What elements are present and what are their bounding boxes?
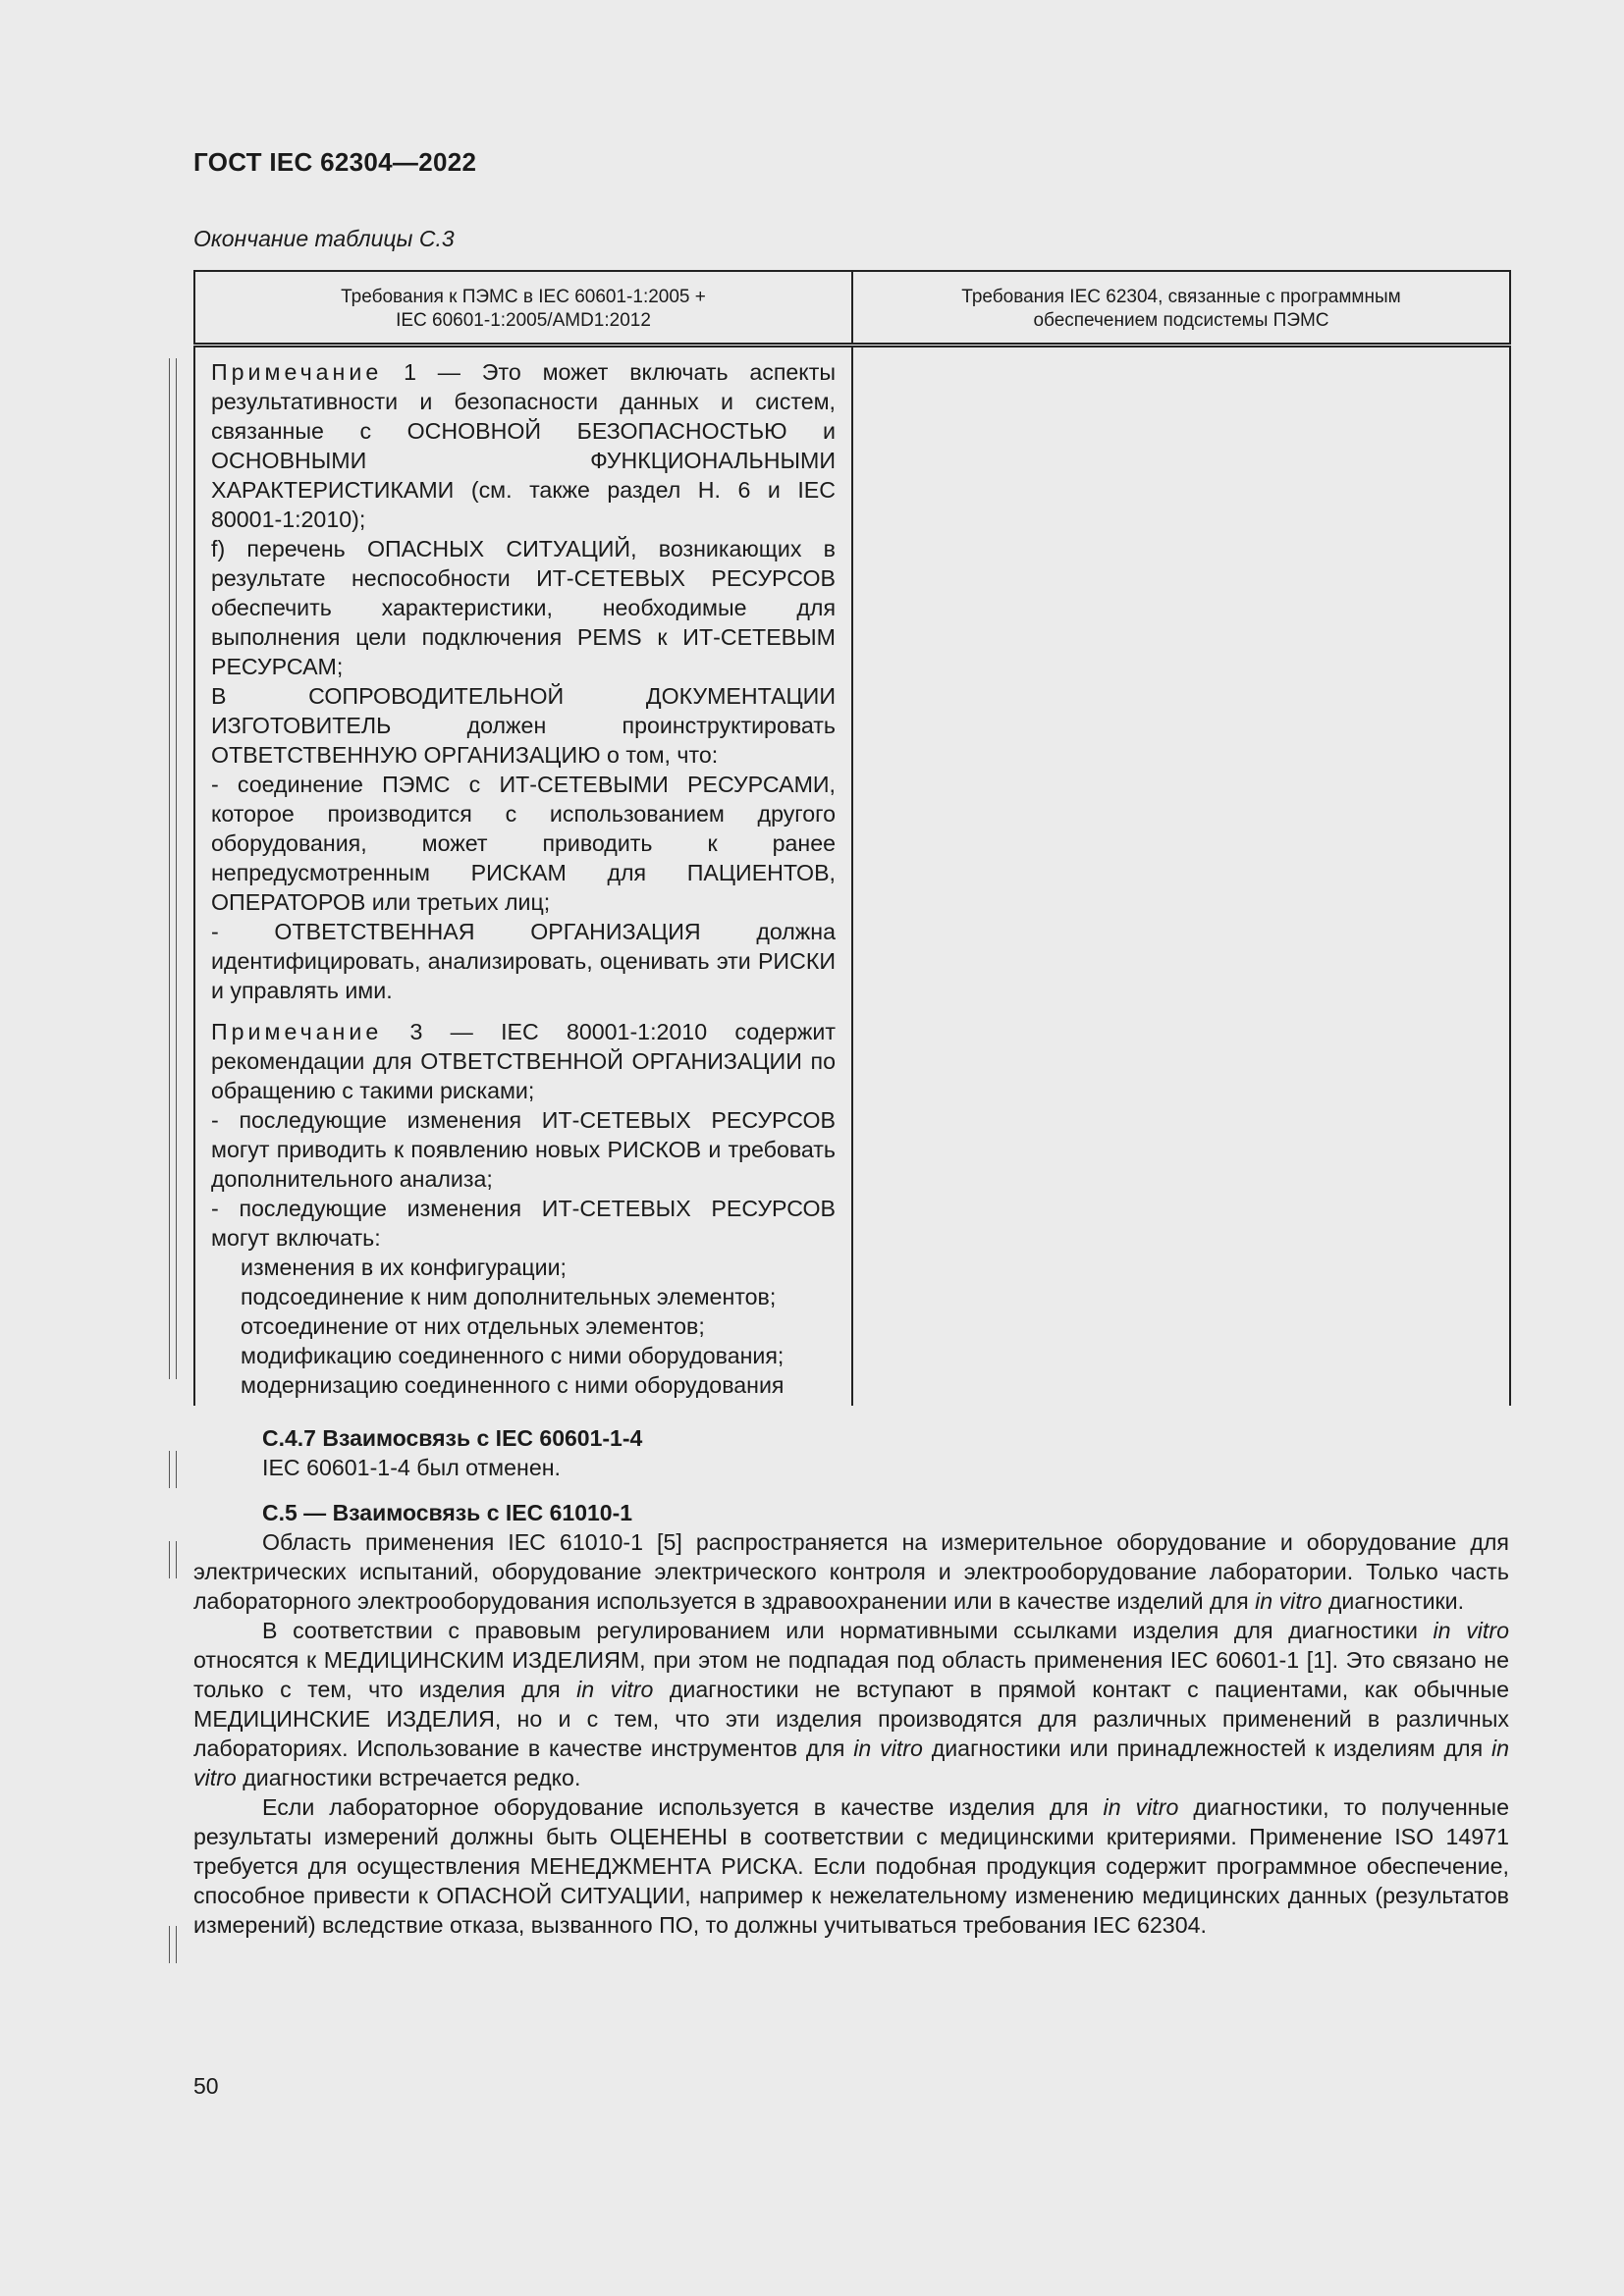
column-header-line: Требования к ПЭМС в IEC 60601-1:2005 + bbox=[341, 287, 706, 307]
table-caption: Окончание таблицы С.3 bbox=[193, 226, 455, 251]
note-3 bbox=[211, 1017, 836, 1105]
column-header-pems-requirements bbox=[194, 271, 852, 346]
change-list-item: подсоединение к ним дополнительных элементов; bbox=[241, 1284, 777, 1309]
dash-item: - ОТВЕТСТВЕННАЯ ОРГАНИЗАЦИЯ должна идентифицировать, анализировать, оценивать эти РИСКИ и управлять ими. bbox=[211, 919, 836, 1003]
page-number: 50 bbox=[193, 2073, 219, 2099]
dash-item: - последующие изменения ИТ-СЕТЕВЫХ РЕСУРСОВ могут включать: bbox=[211, 1196, 836, 1251]
requirements-table bbox=[193, 270, 1511, 1406]
table-header-row bbox=[194, 271, 1510, 346]
column-header-line: Требования IEC 62304, связанные с программным bbox=[961, 287, 1401, 307]
change-list-item: модификацию соединенного с ними оборудования; bbox=[241, 1343, 785, 1368]
section-heading: С.5 — Взаимосвязь с IEC 61010-1 bbox=[262, 1500, 633, 1525]
column-header-line: IEC 60601-1:2005/AMD1:2012 bbox=[396, 310, 651, 331]
note-text: 1 — Это может включать аспекты результативности и безопасности данных и систем, связанные с ОСНОВНОЙ БЕЗОПАСНОСТЬЮ и ОСНОВНЫМИ ФУНКЦИОНАЛЬНЫМИ ХАРАКТЕРИСТИКАМИ (см. также раздел Н. 6 и IEC 80001-1:2010); bbox=[211, 359, 836, 532]
change-bar bbox=[169, 1541, 177, 1578]
paragraph: Если лабораторное оборудование используется в качестве изделия для in vitro диагностики, то полученные результаты измерений должны быть ОЦЕНЕНЫ в соответствии с медицинскими критериями. Применение ISO 14971 требуется для осуществления МЕНЕДЖМЕНТА РИСКА. Если подобная продукция содержит программное обеспечение, способное привести к ОПАСНОЙ СИТУАЦИИ, например к нежелательному изменению медицинских данных (результатов измерений) вследствие отказа, вызванного ПО, то должны учитываться требования IEC 62304. bbox=[193, 1794, 1509, 1938]
note-label: Примечание bbox=[211, 1019, 383, 1044]
document-code-header: ГОСТ IEC 62304—2022 bbox=[193, 147, 477, 177]
change-bar bbox=[169, 1926, 177, 1963]
dash-item: - последующие изменения ИТ-СЕТЕВЫХ РЕСУРСОВ могут приводить к появлению новых РИСКОВ и требовать дополнительного анализа; bbox=[211, 1107, 836, 1192]
note-label: Примечание bbox=[211, 359, 383, 385]
section-c47 bbox=[193, 1423, 1509, 1482]
change-bar bbox=[169, 1451, 177, 1488]
column-header-line: обеспечением подсистемы ПЭМС bbox=[1033, 310, 1329, 331]
change-bar bbox=[169, 358, 177, 1379]
section-text: IEC 60601-1-4 был отменен. bbox=[262, 1455, 561, 1480]
item-f: f) перечень ОПАСНЫХ СИТУАЦИЙ, возникающих в результате неспособности ИТ-СЕТЕВЫХ РЕСУРСОВ обеспечить характеристики, необходимые для выполнения цели подключения PEMS к ИТ-СЕТЕВЫМ РЕСУРСАМ; bbox=[211, 536, 836, 679]
change-list-item: изменения в их конфигурации; bbox=[241, 1255, 567, 1280]
section-heading: С.4.7 Взаимосвязь с IEC 60601-1-4 bbox=[262, 1425, 643, 1451]
table-row bbox=[194, 346, 1510, 1407]
change-list-item: модернизацию соединенного с ними оборудования bbox=[241, 1372, 785, 1398]
change-list-item: отсоединение от них отдельных элементов; bbox=[241, 1313, 705, 1339]
column-header-iec62304-requirements bbox=[852, 271, 1510, 346]
note-1 bbox=[211, 357, 836, 534]
section-c5 bbox=[193, 1498, 1509, 1940]
dash-item: - соединение ПЭМС с ИТ-СЕТЕВЫМИ РЕСУРСАМИ, которое производится с использованием другого оборудования, может приводить к ранее непредусмотренным РИСКАМ для ПАЦИЕНТОВ, ОПЕРАТОРОВ или третьих лиц; bbox=[211, 772, 836, 915]
instruction-text: В СОПРОВОДИТЕЛЬНОЙ ДОКУМЕНТАЦИИ ИЗГОТОВИТЕЛЬ должен проинструктировать ОТВЕТСТВЕННУЮ ОРГАНИЗАЦИЮ о том, что: bbox=[211, 683, 836, 768]
paragraph: В соответствии с правовым регулированием или нормативными ссылками изделия для диагностики in vitro относятся к МЕДИЦИНСКИМ ИЗДЕЛИЯМ, при этом не подпадая под область применения IEC 60601-1 [1]. Это связано не только с тем, что изделия для in vitro диагностики не вступают в прямой контакт с пациентами, как обычные МЕДИЦИНСКИЕ ИЗДЕЛИЯ, но и с тем, что эти изделия производятся для различных применений в различных лабораториях. Использование в качестве инструментов для in vitro диагностики или принадлежностей к изделиям для in vitro диагностики встречается редко. bbox=[193, 1618, 1510, 1790]
table-cell-pems bbox=[194, 346, 852, 1407]
paragraph: Область применения IEC 61010-1 [5] распространяется на измерительное оборудование и оборудование для электрических испытаний, оборудование электрического контроля и электрооборудование лаборатории. Только часть лабораторного электрооборудования используется в здравоохранении или в качестве изделий для in vitro диагностики. bbox=[193, 1529, 1509, 1614]
note-text: 3 — IEC 80001-1:2010 содержит рекомендации для ОТВЕТСТВЕННОЙ ОРГАНИЗАЦИИ по обращению с такими рисками; bbox=[211, 1019, 836, 1103]
table-cell-iec62304 bbox=[852, 346, 1510, 1407]
